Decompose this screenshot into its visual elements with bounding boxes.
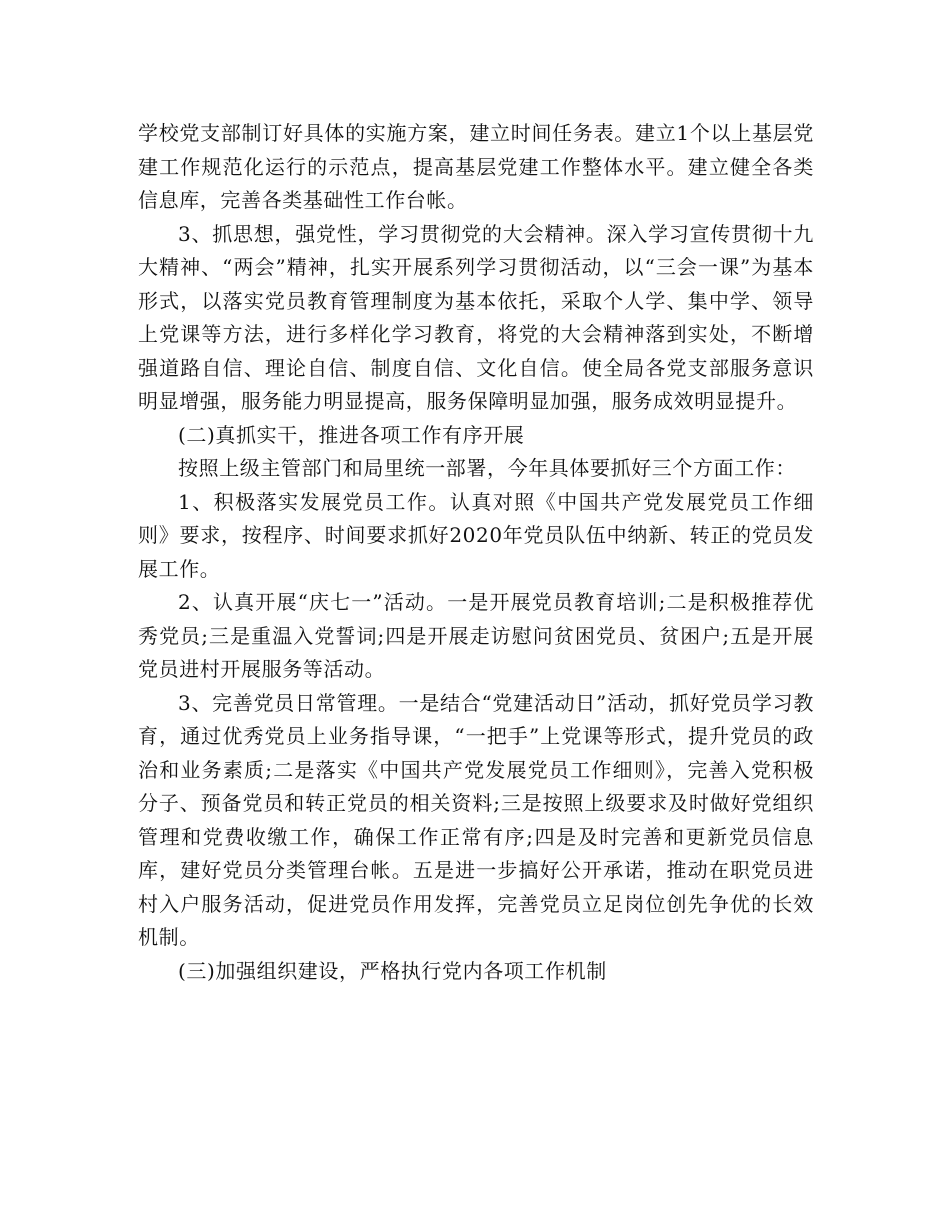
paragraph-1: 学校党支部制订好具体的实施方案，建立时间任务表。建立1个以上基层党建工作规范化运行的示范点，提高基层党建工作整体水平。建立健全各类信息库，完善各类基础性工作台帐。 (138, 121, 814, 212)
paragraph-2: 3、抓思想，强党性，学习贯彻党的大会精神。深入学习宣传贯彻十九大精神、“两会”精神，扎实开展系列学习贯彻活动，以“三会一课”为基本形式，以落实党员教育管理制度为基本依托，采取个人学、集中学、领导上党课等方法，进行多样化学习教育，将党的大会精神落到实处，不断增强道路自信、理论自信、制度自信、文化自信。使全局各党支部服务意识明显增强，服务能力明显提高，服务保障明显加强，服务成效明显提升。 (138, 221, 814, 413)
document-body (138, 117, 814, 988)
paragraph-5: 1、积极落实发展党员工作。认真对照《中国共产党发展党员工作细则》要求，按程序、时间要求抓好2020年党员队伍中纳新、转正的党员发展工作。 (138, 489, 814, 581)
paragraph-7: 3、完善党员日常管理。一是结合“党建活动日”活动，抓好党员学习教育，通过优秀党员上业务指导课，“一把手”上党课等形式，提升党员的政治和业务素质;二是落实《中国共产党发展党员工作细则》，完善入党积极分子、预备党员和转正党员的相关资料;三是按照上级要求及时做好党组织管理和党费收缴工作，确保工作正常有序;四是及时完善和更新党员信息库，建好党员分类管理台帐。五是进一步搞好公开承诺，推动在职党员进村入户服务活动，促进党员作用发挥，完善党员立足岗位创先争优的长效机制。 (138, 690, 814, 949)
paragraph-6: 2、认真开展“庆七一”活动。一是开展党员教育培训;二是积极推荐优秀党员;三是重温入党誓词;四是开展走访慰问贫困党员、贫困户;五是开展党员进村开展服务等活动。 (138, 590, 814, 681)
section-heading-3: (三)加强组织建设，严格执行党内各项工作机制 (178, 958, 607, 983)
section-heading-2: (二)真抓实干，推进各项工作有序开展 (178, 422, 525, 447)
paragraph-4: 按照上级主管部门和局里统一部署，今年具体要抓好三个方面工作： (178, 456, 796, 480)
